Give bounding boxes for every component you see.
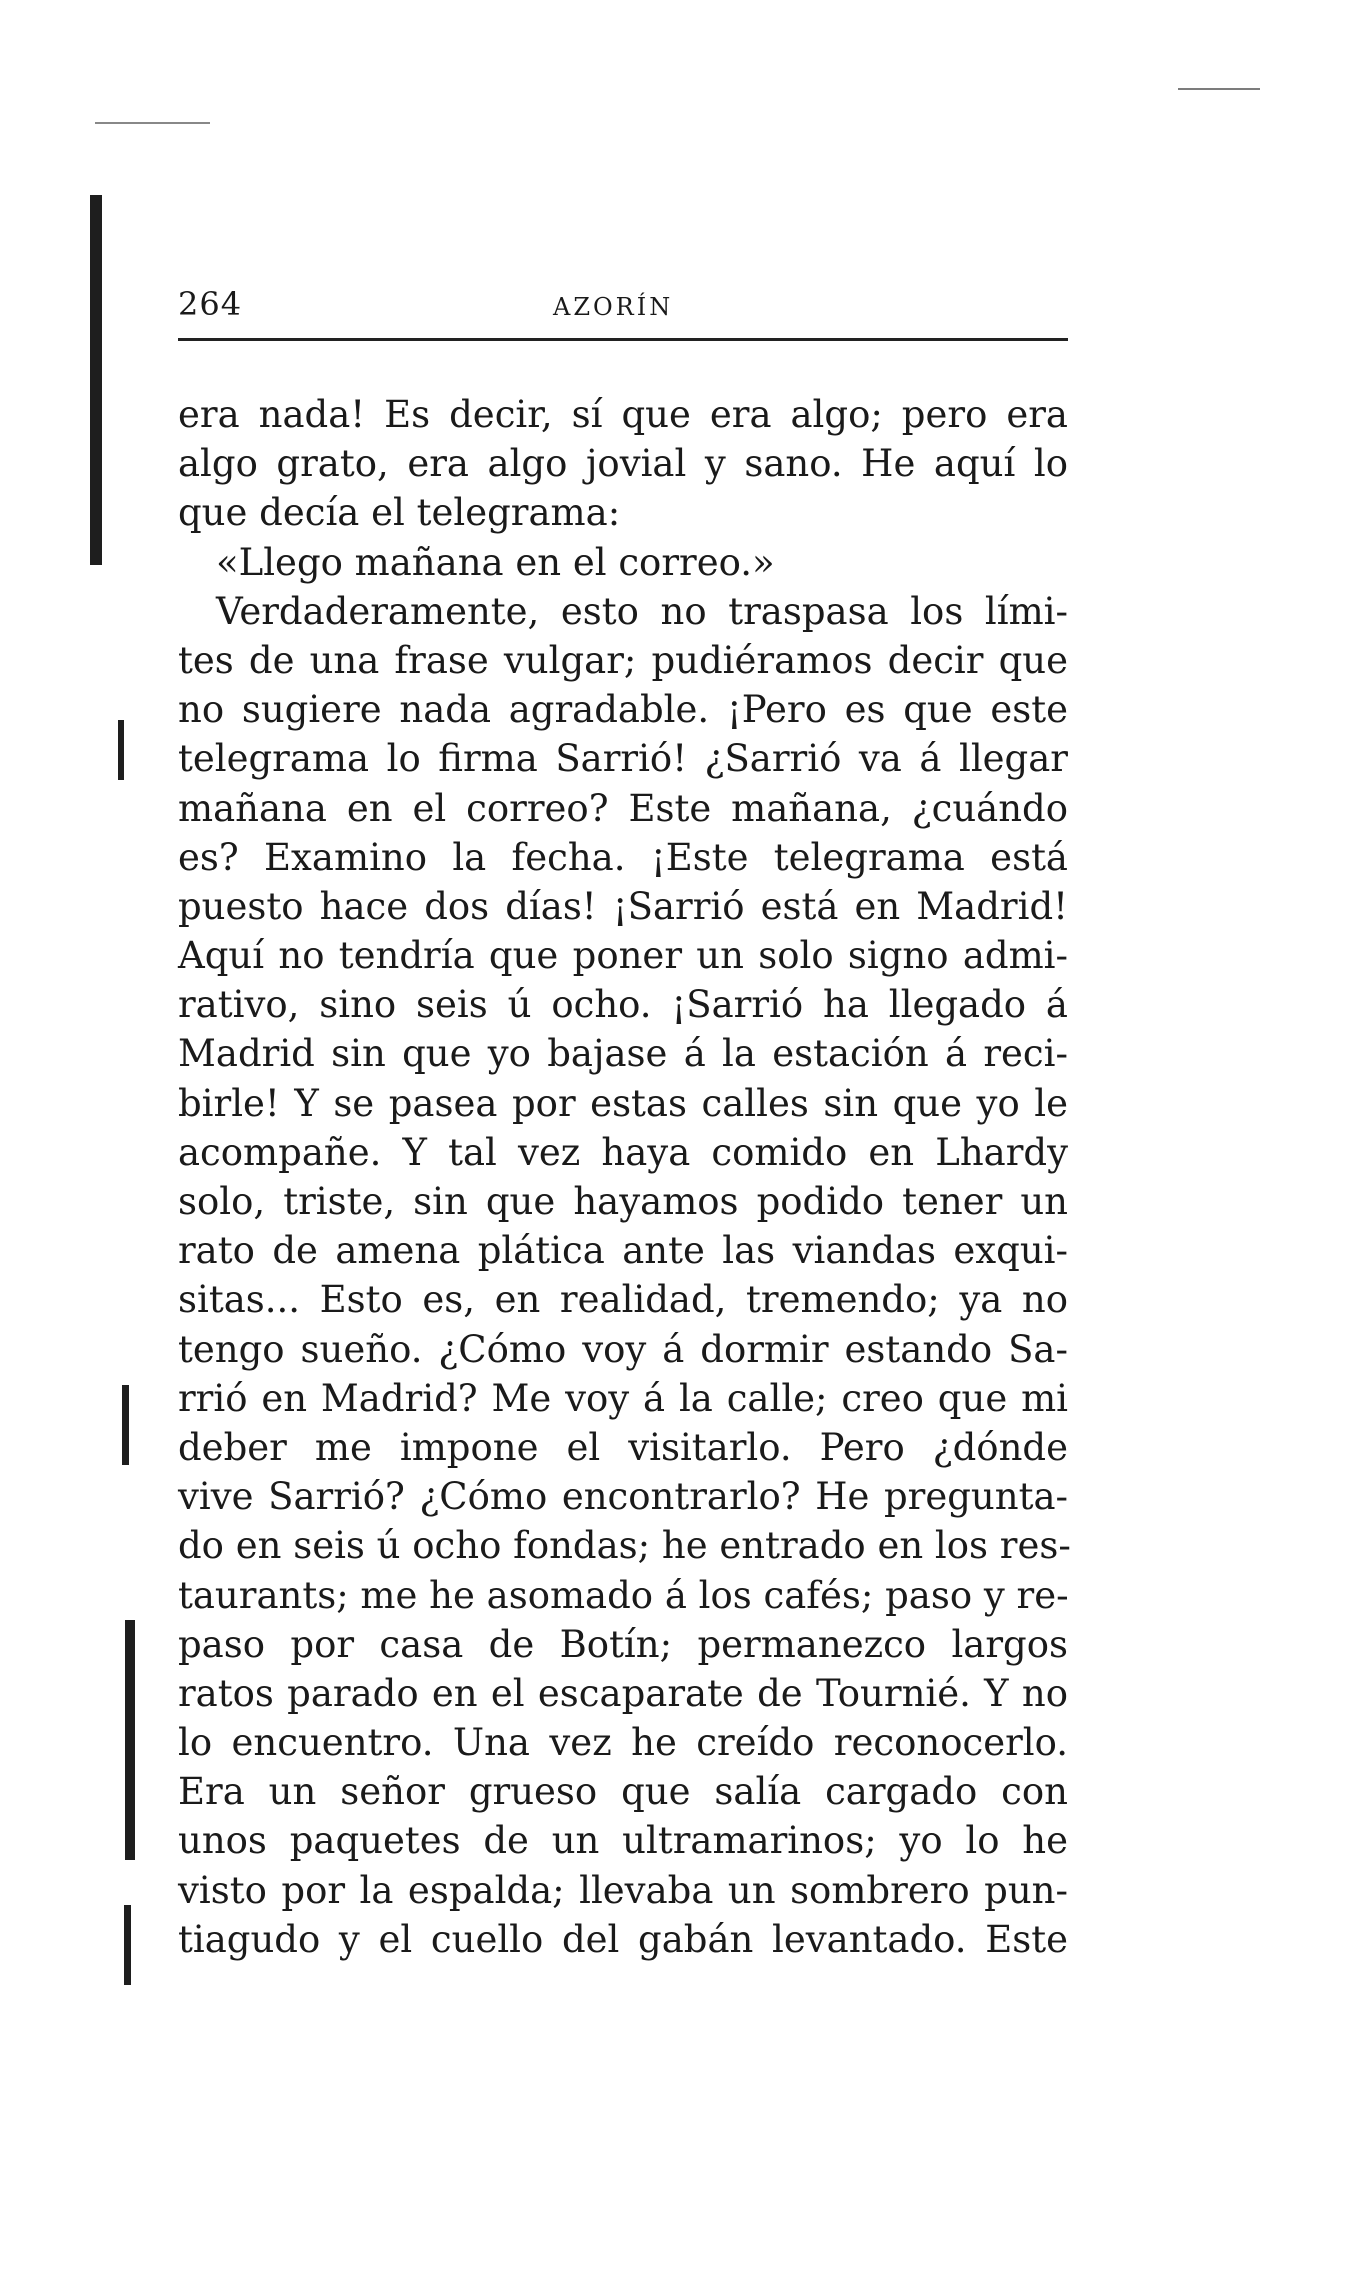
scan-edge-mark bbox=[122, 1385, 129, 1465]
header-rule bbox=[178, 338, 1068, 341]
text-line: no sugiere nada agradable. ¡Pero es que este bbox=[178, 688, 1068, 732]
text-line: vive Sarrió? ¿Cómo encontrarlo? He pregunta- bbox=[178, 1475, 1068, 1519]
text-line: solo, triste, sin que hayamos podido tener un bbox=[178, 1180, 1068, 1223]
scan-top-line bbox=[1178, 88, 1260, 90]
scan-edge-mark bbox=[90, 195, 102, 565]
text-line: tiagudo y el cuello del gabán levantado. Este bbox=[178, 1917, 1068, 1961]
text-line: rato de amena plática ante las viandas exqui- bbox=[178, 1229, 1068, 1273]
text-line: puesto hace dos días! ¡Sarrió está en Madrid! bbox=[178, 884, 1068, 928]
text-line: do en seis ú ocho fondas; he entrado en los res- bbox=[178, 1524, 1071, 1568]
text-line: tengo sueño. ¿Cómo voy á dormir estando Sa- bbox=[178, 1327, 1068, 1371]
text-line: birle! Y se pasea por estas calles sin que yo le bbox=[178, 1081, 1068, 1125]
text-line: rativo, sino seis ú ocho. ¡Sarrió ha llegado á bbox=[178, 983, 1068, 1027]
text-line: telegrama lo firma Sarrió! ¿Sarrió va á llegar bbox=[178, 737, 1068, 781]
text-line: algo grato, era algo jovial y sano. He aquí lo bbox=[178, 442, 1068, 486]
text-line: que decía el telegrama: bbox=[178, 491, 621, 535]
text-line: ratos parado en el escaparate de Tournié. Y no bbox=[178, 1671, 1068, 1715]
text-line: acompañe. Y tal vez haya comido en Lhardy bbox=[178, 1130, 1068, 1174]
text-line: Verdaderamente, esto no traspasa los lími- bbox=[216, 589, 1068, 633]
text-line: lo encuentro. Una vez he creído reconocerlo. bbox=[178, 1721, 1068, 1765]
text-line: paso por casa de Botín; permanezco largos bbox=[178, 1622, 1068, 1666]
page-header bbox=[178, 285, 1068, 325]
text-line: deber me impone el visitarlo. Pero ¿dónde bbox=[178, 1425, 1068, 1469]
text-line: rrió en Madrid? Me voy á la calle; creo que mi bbox=[178, 1376, 1068, 1420]
text-line: Aquí no tendría que poner un solo signo admi- bbox=[178, 934, 1068, 978]
text-line: visto por la espalda; llevaba un sombrero pun- bbox=[178, 1868, 1068, 1912]
text-line: taurants; me he asomado á los cafés; paso y re- bbox=[178, 1573, 1069, 1617]
page-number: 264 bbox=[178, 285, 243, 323]
running-head: AZORÍN bbox=[553, 293, 674, 321]
scan-edge-mark bbox=[118, 720, 124, 780]
text-line: unos paquetes de un ultramarinos; yo lo he bbox=[178, 1819, 1068, 1863]
text-line: Madrid sin que yo bajase á la estación á reci- bbox=[178, 1032, 1068, 1076]
scan-edge-mark bbox=[125, 1620, 135, 1860]
text-line: era nada! Es decir, sí que era algo; pero era bbox=[178, 393, 1068, 436]
body-text bbox=[178, 390, 1071, 1964]
scan-edge-mark bbox=[124, 1905, 131, 1985]
scan-top-line bbox=[95, 122, 210, 124]
text-line: es? Examino la fecha. ¡Este telegrama está bbox=[178, 835, 1068, 879]
text-line: sitas... Esto es, en realidad, tremendo; ya no bbox=[178, 1278, 1068, 1322]
text-line: Era un señor grueso que salía cargado con bbox=[178, 1770, 1068, 1814]
text-line: mañana en el correo? Este mañana, ¿cuándo bbox=[178, 786, 1068, 830]
text-line: «Llego mañana en el correo.» bbox=[216, 540, 775, 584]
text-line: tes de una frase vulgar; pudiéramos decir que bbox=[178, 638, 1068, 682]
